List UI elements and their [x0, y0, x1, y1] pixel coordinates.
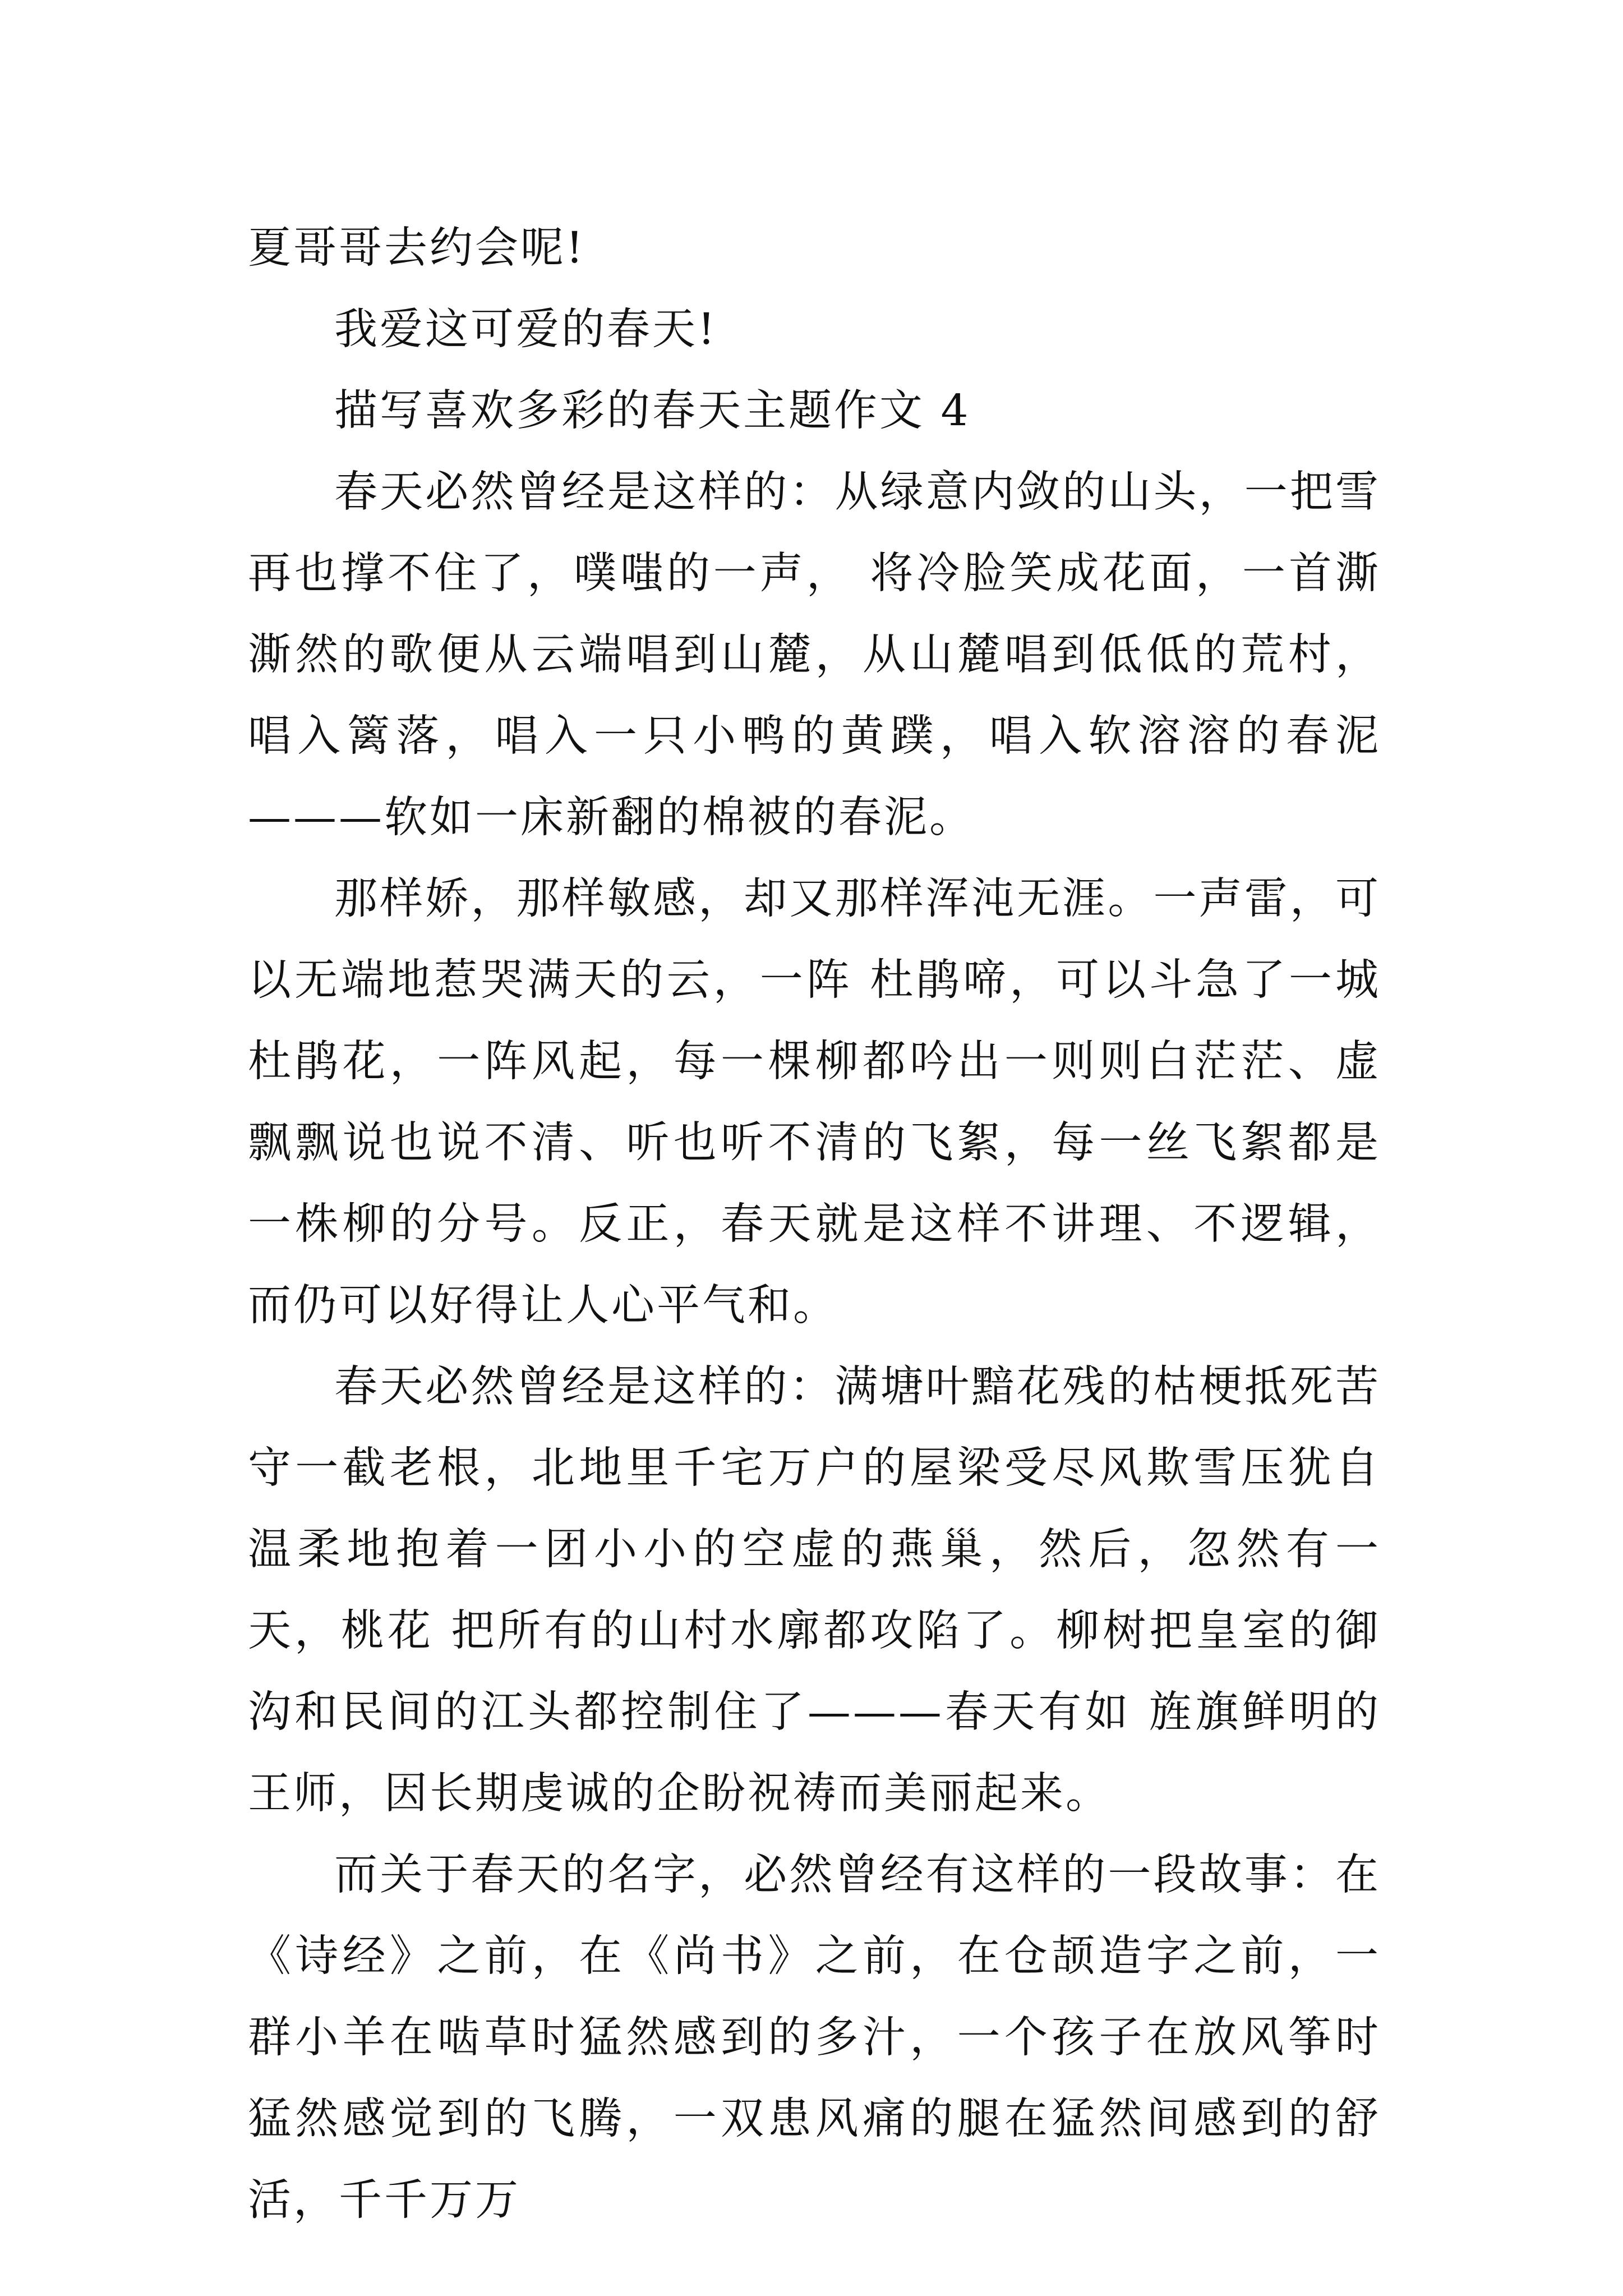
paragraph-6: 而关于春天的名字，必然曾经有这样的一段故事：在《诗经》之前，在《尚书》之前，在仓颉造字之前，一群小羊在啮草时猛然感到的多汁，一个孩子在放风筝时猛然感觉到的飞腾，一双患风痛的腿在猛然间感到的舒活，千千万万 — [248, 1850, 1381, 2225]
paragraph-2: 我爱这可爱的春天! — [334, 305, 717, 355]
paragraph-5: 春天必然曾经是这样的：满塘叶黯花残的枯梗抵死苦守一截老根，北地里千宅万户的屋梁受尽风欺雪压犹自温柔地抱着一团小小的空虚的燕巢，然后，忽然有一天，桃花 把所有的山村水廓都攻陷了。柳树把皇室的御沟和民间的江头都控制住了———春天有如 旌旗鲜明的王师，因长期虔诚的企盼祝祷而美丽起来。 — [248, 1362, 1381, 1819]
document-body — [248, 208, 1381, 2241]
paragraph-1: 夏哥哥去约会呢! — [248, 223, 585, 273]
paragraph-4: 那样娇，那样敏感，却又那样浑沌无涯。一声雷，可以无端地惹哭满天的云，一阵 杜鹃啼，可以斗急了一城杜鹃花，一阵风起，每一棵柳都吟出一则则白茫茫、虚飘飘说也说不清、听也听不清的飞絮，每一丝飞絮都是一株柳的分号。反正，春天就是这样不讲理、不逻辑，而仍可以好得让人心平气和。 — [248, 874, 1381, 1331]
paragraph-3: 春天必然曾经是这样的：从绿意内敛的山头，一把雪再也撑不住了，噗嗤的一声， 将冷脸笑成花面，一首澌澌然的歌便从云端唱到山麓，从山麓唱到低低的荒村，唱入篱落，唱入一只小鸭的黄蹼，唱入软溶溶的春泥———软如一床新翻的棉被的春泥。 — [248, 467, 1381, 843]
section-heading: 描写喜欢多彩的春天主题作文 4 — [334, 386, 971, 436]
